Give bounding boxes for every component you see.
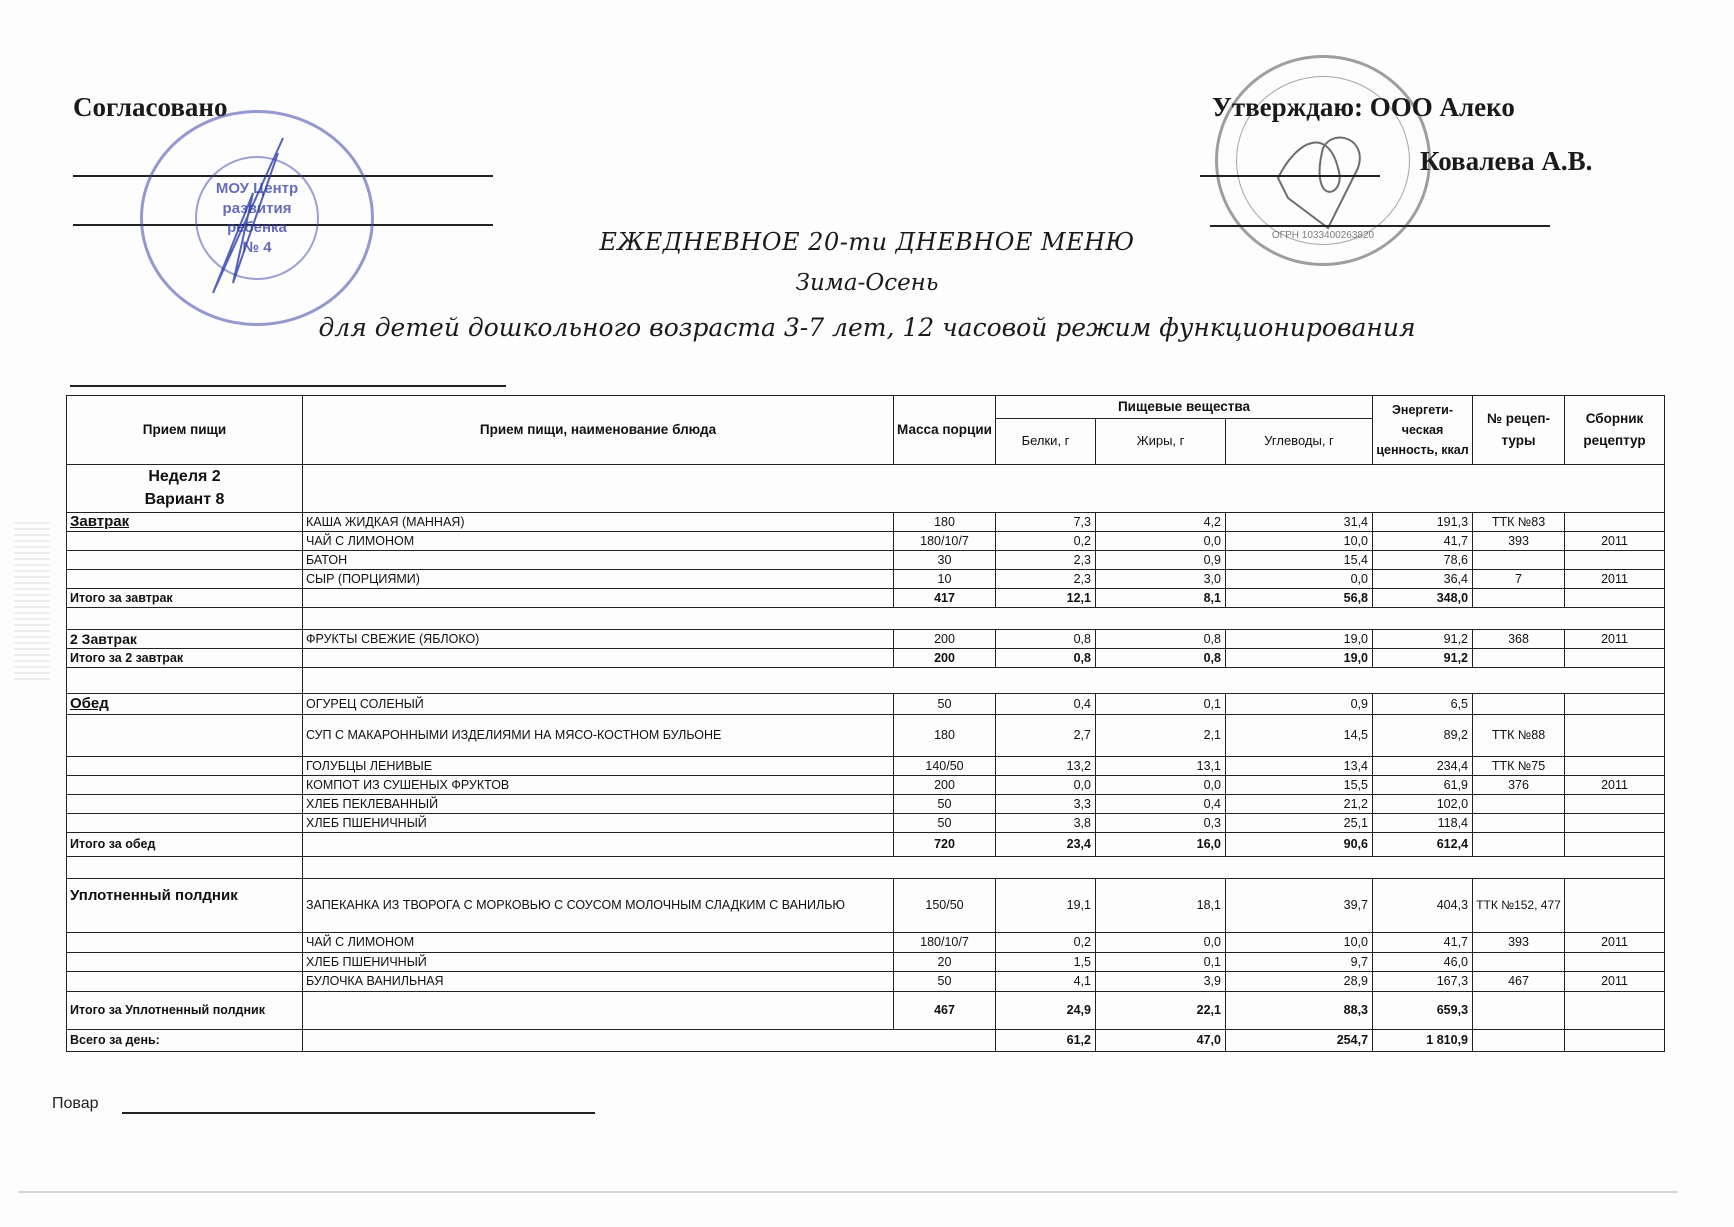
protein: 0,0	[996, 775, 1096, 794]
protein: 19,1	[996, 878, 1096, 932]
protein: 23,4	[996, 832, 1096, 856]
recipe-no	[1473, 648, 1565, 667]
meal-name	[67, 794, 303, 813]
recipe-no: 467	[1473, 971, 1565, 991]
protein: 3,3	[996, 794, 1096, 813]
fat: 0,8	[1096, 648, 1226, 667]
fat: 22,1	[1096, 991, 1226, 1029]
collection: 2011	[1565, 971, 1665, 991]
carbs: 31,4	[1226, 512, 1373, 531]
spacer-cell	[303, 667, 1665, 693]
fat: 0,1	[1096, 952, 1226, 971]
dish-name: ОГУРЕЦ СОЛЕНЫЙ	[303, 693, 894, 714]
recipe-no	[1473, 588, 1565, 607]
dish-name: СЫР (ПОРЦИЯМИ)	[303, 569, 894, 588]
meal-name	[67, 756, 303, 775]
recipe-no	[1473, 550, 1565, 569]
fat: 4,2	[1096, 512, 1226, 531]
collection	[1565, 813, 1665, 832]
col-header-dish: Прием пищи, наименование блюда	[303, 396, 894, 465]
cook-signature-line	[122, 1112, 595, 1114]
collection	[1565, 588, 1665, 607]
mass: 417	[894, 588, 996, 607]
fat: 18,1	[1096, 878, 1226, 932]
meal-name: Уплотненный полдник	[67, 878, 303, 932]
energy: 89,2	[1373, 714, 1473, 756]
spacer-cell	[67, 667, 303, 693]
mass: 180	[894, 512, 996, 531]
subtotal-label: Итого за Уплотненный полдник	[67, 991, 303, 1029]
col-header-recipe: № рецеп-туры	[1473, 396, 1565, 465]
collection	[1565, 952, 1665, 971]
table-row	[67, 756, 1665, 775]
day-total-row	[67, 1029, 1665, 1051]
spacer-cell	[303, 856, 1665, 878]
dish-name: БУЛОЧКА ВАНИЛЬНАЯ	[303, 971, 894, 991]
energy: 91,2	[1373, 629, 1473, 648]
dish-name: ЧАЙ С ЛИМОНОМ	[303, 531, 894, 550]
week-variant-cell	[67, 464, 303, 512]
protein: 0,4	[996, 693, 1096, 714]
protein: 4,1	[996, 971, 1096, 991]
week-label: Неделя 2	[148, 467, 221, 485]
mass: 50	[894, 813, 996, 832]
table-row	[67, 714, 1665, 756]
energy: 404,3	[1373, 878, 1473, 932]
protein: 7,3	[996, 512, 1096, 531]
table-row	[67, 952, 1665, 971]
energy: 118,4	[1373, 813, 1473, 832]
mass: 200	[894, 629, 996, 648]
table-row	[67, 512, 1665, 531]
table-row	[67, 693, 1665, 714]
collection: 2011	[1565, 775, 1665, 794]
scan-margin-artifact	[14, 520, 50, 680]
dish-name: ГОЛУБЦЫ ЛЕНИВЫЕ	[303, 756, 894, 775]
dish-name	[303, 832, 894, 856]
recipe-no	[1473, 693, 1565, 714]
protein: 13,2	[996, 756, 1096, 775]
col-header-mass: Масса порции	[894, 396, 996, 465]
col-header-meal: Прием пищи	[67, 396, 303, 465]
collection	[1565, 693, 1665, 714]
mass: 200	[894, 648, 996, 667]
dish-name: ХЛЕБ ПШЕНИЧНЫЙ	[303, 813, 894, 832]
variant-label: Вариант 8	[144, 491, 225, 509]
collection: 2011	[1565, 932, 1665, 952]
dish-name	[303, 991, 894, 1029]
dish-name: ХЛЕБ ПЕКЛЕВАННЫЙ	[303, 794, 894, 813]
menu-title: ЕЖЕДНЕВНОЕ 20-ти ДНЕВНОЕ МЕНЮ	[599, 228, 1135, 256]
mass: 20	[894, 952, 996, 971]
menu-subtitle: для детей дошкольного возраста 3-7 лет, 12 часовой режим функционирования	[318, 313, 1416, 342]
col-header-nutrients: Пищевые вещества	[996, 396, 1373, 419]
col-header-collection: Сборник рецептур	[1565, 396, 1665, 465]
recipe-no	[1473, 813, 1565, 832]
protein: 0,2	[996, 932, 1096, 952]
carbs: 90,6	[1226, 832, 1373, 856]
meal-name: Обед	[67, 693, 303, 714]
stamp-left-line-1: МОУ Центр	[215, 180, 299, 197]
collection	[1565, 794, 1665, 813]
spacer-row	[67, 667, 1665, 693]
spacer-row	[67, 607, 1665, 629]
fat: 16,0	[1096, 832, 1226, 856]
carbs: 88,3	[1226, 991, 1373, 1029]
table-row	[67, 775, 1665, 794]
meal-name	[67, 569, 303, 588]
meal-name	[67, 952, 303, 971]
dish-name: КАША ЖИДКАЯ (МАННАЯ)	[303, 512, 894, 531]
dish-name: ФРУКТЫ СВЕЖИЕ (ЯБЛОКО)	[303, 629, 894, 648]
fat: 0,3	[1096, 813, 1226, 832]
table-row	[67, 971, 1665, 991]
collection	[1565, 991, 1665, 1029]
table-row	[67, 550, 1665, 569]
recipe-no: 376	[1473, 775, 1565, 794]
subtotal-label: Итого за 2 завтрак	[67, 648, 303, 667]
fat: 0,0	[1096, 932, 1226, 952]
carbs: 10,0	[1226, 531, 1373, 550]
fat: 3,0	[1096, 569, 1226, 588]
protein: 1,5	[996, 952, 1096, 971]
day-total-label: Всего за день:	[67, 1029, 303, 1051]
carbs: 0,9	[1226, 693, 1373, 714]
meal-name	[67, 932, 303, 952]
energy: 61,9	[1373, 775, 1473, 794]
recipe-no: 368	[1473, 629, 1565, 648]
collection	[1565, 550, 1665, 569]
collection: 2011	[1565, 531, 1665, 550]
recipe-no: ТТК №88	[1473, 714, 1565, 756]
carbs: 15,4	[1226, 550, 1373, 569]
subtotal-row	[67, 648, 1665, 667]
collection	[1565, 756, 1665, 775]
carbs: 19,0	[1226, 629, 1373, 648]
meal-name	[67, 550, 303, 569]
collection	[1565, 832, 1665, 856]
stamp-right-ogrn: ОГРН 1033400263820	[1271, 230, 1375, 241]
carbs: 15,5	[1226, 775, 1373, 794]
meal-name: Завтрак	[67, 512, 303, 531]
scan-edge-line	[18, 1191, 1678, 1193]
collection: 2011	[1565, 569, 1665, 588]
meal-name	[67, 775, 303, 794]
recipe-no: 7	[1473, 569, 1565, 588]
spacer-cell	[67, 607, 303, 629]
mass: 140/50	[894, 756, 996, 775]
day-total-carbs: 254,7	[1226, 1029, 1373, 1051]
recipe-no: 393	[1473, 531, 1565, 550]
fat: 0,9	[1096, 550, 1226, 569]
mass: 150/50	[894, 878, 996, 932]
fat: 0,1	[1096, 693, 1226, 714]
carbs: 14,5	[1226, 714, 1373, 756]
carbs: 19,0	[1226, 648, 1373, 667]
subtotal-label: Итого за обед	[67, 832, 303, 856]
recipe-no: ТТК №83	[1473, 512, 1565, 531]
carbs: 25,1	[1226, 813, 1373, 832]
energy: 41,7	[1373, 932, 1473, 952]
table-header-row-1	[67, 396, 1665, 419]
energy: 6,5	[1373, 693, 1473, 714]
recipe-no	[1473, 952, 1565, 971]
fat: 2,1	[1096, 714, 1226, 756]
recipe-no: 393	[1473, 932, 1565, 952]
protein: 2,3	[996, 550, 1096, 569]
meal-name	[67, 813, 303, 832]
dish-name: ЗАПЕКАНКА ИЗ ТВОРОГА С МОРКОВЬЮ С СОУСОМ МОЛОЧНЫМ СЛАДКИМ С ВАНИЛЬЮ	[303, 878, 894, 932]
table-row	[67, 794, 1665, 813]
table-row	[67, 932, 1665, 952]
menu-table	[66, 395, 1665, 1052]
mass: 50	[894, 794, 996, 813]
recipe-no: ТТК №152, 477	[1473, 878, 1565, 932]
meal-name: 2 Завтрак	[67, 629, 303, 648]
day-total-protein: 61,2	[996, 1029, 1096, 1051]
fat: 3,9	[1096, 971, 1226, 991]
energy: 348,0	[1373, 588, 1473, 607]
mass: 180/10/7	[894, 932, 996, 952]
protein: 2,7	[996, 714, 1096, 756]
protein: 0,8	[996, 648, 1096, 667]
day-total-collection-empty	[1565, 1029, 1665, 1051]
energy: 234,4	[1373, 756, 1473, 775]
energy: 46,0	[1373, 952, 1473, 971]
carbs: 13,4	[1226, 756, 1373, 775]
stamp-left-line-3: № 4	[242, 238, 272, 256]
dish-name: СУП С МАКАРОННЫМИ ИЗДЕЛИЯМИ НА МЯСО-КОСТНОМ БУЛЬОНЕ	[303, 714, 894, 756]
recipe-no: ТТК №75	[1473, 756, 1565, 775]
subtotal-row	[67, 832, 1665, 856]
carbs: 56,8	[1226, 588, 1373, 607]
table-row	[67, 531, 1665, 550]
mass: 30	[894, 550, 996, 569]
carbs: 9,7	[1226, 952, 1373, 971]
subtotal-row	[67, 588, 1665, 607]
energy: 91,2	[1373, 648, 1473, 667]
table-row	[67, 569, 1665, 588]
week-row	[67, 464, 1665, 512]
table-row	[67, 813, 1665, 832]
menu-season: Зима-Осень	[795, 270, 939, 296]
energy: 36,4	[1373, 569, 1473, 588]
carbs: 0,0	[1226, 569, 1373, 588]
mass: 200	[894, 775, 996, 794]
meal-name	[67, 971, 303, 991]
energy: 167,3	[1373, 971, 1473, 991]
fat: 0,0	[1096, 531, 1226, 550]
day-total-energy: 1 810,9	[1373, 1029, 1473, 1051]
approve-signature-line	[1200, 175, 1380, 177]
table-row	[67, 878, 1665, 932]
spacer-cell	[67, 856, 303, 878]
mass: 50	[894, 971, 996, 991]
mass: 180	[894, 714, 996, 756]
day-total-fat: 47,0	[1096, 1029, 1226, 1051]
carbs: 21,2	[1226, 794, 1373, 813]
dish-name: ЧАЙ С ЛИМОНОМ	[303, 932, 894, 952]
energy: 659,3	[1373, 991, 1473, 1029]
agreed-label: Согласовано	[73, 92, 228, 122]
dish-name	[303, 588, 894, 607]
signature-scribble-right-icon	[1268, 118, 1388, 238]
collection	[1565, 714, 1665, 756]
energy: 612,4	[1373, 832, 1473, 856]
col-header-carbs: Углеводы, г	[1226, 418, 1373, 464]
fat: 0,8	[1096, 629, 1226, 648]
energy: 78,6	[1373, 550, 1473, 569]
carbs: 39,7	[1226, 878, 1373, 932]
day-total-empty	[303, 1029, 996, 1051]
protein: 24,9	[996, 991, 1096, 1029]
energy: 191,3	[1373, 512, 1473, 531]
cook-label: Повар	[52, 1095, 99, 1112]
dish-name: КОМПОТ ИЗ СУШЕНЫХ ФРУКТОВ	[303, 775, 894, 794]
protein: 0,8	[996, 629, 1096, 648]
day-total-recipe-empty	[1473, 1029, 1565, 1051]
spacer-row	[67, 856, 1665, 878]
protein: 12,1	[996, 588, 1096, 607]
recipe-no	[1473, 794, 1565, 813]
col-header-protein: Белки, г	[996, 418, 1096, 464]
stamp-left-line-2: развития ребенка	[222, 199, 292, 236]
mass: 50	[894, 693, 996, 714]
recipe-no	[1473, 991, 1565, 1029]
title-underline	[70, 385, 506, 387]
approve-label: Утверждаю: ООО Алеко	[1212, 92, 1515, 122]
collection	[1565, 878, 1665, 932]
spacer-cell	[303, 607, 1665, 629]
protein: 3,8	[996, 813, 1096, 832]
meal-name	[67, 531, 303, 550]
dish-name: БАТОН	[303, 550, 894, 569]
dish-name	[303, 648, 894, 667]
carbs: 10,0	[1226, 932, 1373, 952]
protein: 0,2	[996, 531, 1096, 550]
subtotal-row	[67, 991, 1665, 1029]
table-row	[67, 629, 1665, 648]
week-row-empty	[303, 464, 1665, 512]
subtotal-label: Итого за завтрак	[67, 588, 303, 607]
dish-name: ХЛЕБ ПШЕНИЧНЫЙ	[303, 952, 894, 971]
carbs: 28,9	[1226, 971, 1373, 991]
energy: 41,7	[1373, 531, 1473, 550]
meal-name	[67, 714, 303, 756]
col-header-fat: Жиры, г	[1096, 418, 1226, 464]
mass: 10	[894, 569, 996, 588]
mass: 180/10/7	[894, 531, 996, 550]
energy: 102,0	[1373, 794, 1473, 813]
collection	[1565, 512, 1665, 531]
fat: 8,1	[1096, 588, 1226, 607]
approver-name: Ковалева А.В.	[1420, 146, 1593, 176]
protein: 2,3	[996, 569, 1096, 588]
collection: 2011	[1565, 629, 1665, 648]
recipe-no	[1473, 832, 1565, 856]
fat: 0,0	[1096, 775, 1226, 794]
col-header-energy: Энергети-ческая ценность, ккал	[1373, 396, 1473, 465]
fat: 0,4	[1096, 794, 1226, 813]
mass: 467	[894, 991, 996, 1029]
collection	[1565, 648, 1665, 667]
approve-second-line	[1210, 225, 1550, 227]
mass: 720	[894, 832, 996, 856]
fat: 13,1	[1096, 756, 1226, 775]
